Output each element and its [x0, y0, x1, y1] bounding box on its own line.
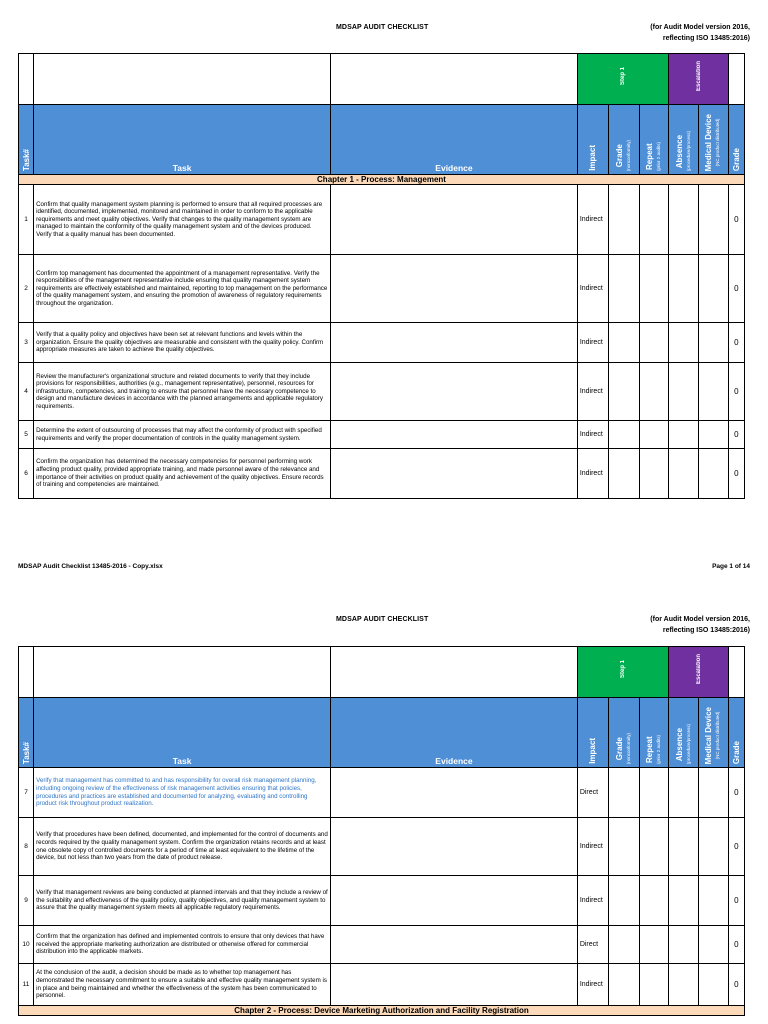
col-task: Task	[34, 105, 331, 175]
col-repeat: Repeat (prior 2 audits)	[640, 105, 669, 175]
column-header-row	[19, 698, 745, 768]
evidence-cell[interactable]	[331, 964, 578, 1006]
blank-cell	[34, 647, 331, 698]
evidence-cell[interactable]	[331, 185, 578, 255]
group-header-row	[19, 54, 745, 105]
table-row: 10 Confirm that the organization has defined and implemented controls to ensure that only devices that have received the appropriate marketing authorization are distributed or otherwise offered for commercial distribution into the applicable markets. Direct 0	[19, 926, 745, 964]
checklist-table	[18, 53, 745, 499]
evidence-cell[interactable]	[331, 768, 578, 818]
evidence-cell[interactable]	[331, 363, 578, 421]
checklist-table	[18, 646, 745, 1016]
evidence-cell[interactable]	[331, 421, 578, 449]
col-evidence: Evidence	[331, 105, 578, 175]
blank-cell	[331, 54, 578, 105]
table-row: 7 Verify that management has committed to and has responsibility for overall risk management planning, including ongoing review of the effectiveness of risk management activities ensuring that policies, procedures and practices are established and documented for analyzing, evaluating and controlling product risk throughout product realization. Direct 0	[19, 768, 745, 818]
chapter-row	[19, 1006, 745, 1016]
group-header-row	[19, 647, 745, 698]
table-row: 8 Verify that procedures have been defined, documented, and implemented for the control of documents and records required by the quality management system. Confirm the organization retains records and at least one obsolete copy of controlled documents for a period of time at least equivalent to the lifetime of the device, but not less than two years from the date of product release. Indirect 0	[19, 818, 745, 876]
version-line-2: reflecting ISO 13485:2016)	[662, 35, 750, 42]
table-row: 5 Determine the extent of outsourcing of processes that may affect the conformity of product with specified requirements and verify the proper documentation of controls in the quality management system. Indirect 0	[19, 421, 745, 449]
table-row: 4 Review the manufacturer's organizational structure and related documents to verify that they include provisions for responsibilities, authorities (e.g., management representative), personnel, resources for infrastructure, competencies, and training to ensure that personnel have the necessary competence to design and manufacture devices in accordance with the planned arrangements and applicable regulatory requirements. Indirect 0	[19, 363, 745, 421]
blank-cell	[331, 647, 578, 698]
col-medical-device: Medical Device (NC product distributed)	[698, 698, 728, 768]
table-row: 11 At the conclusion of the audit, a decision should be made as to whether top management has demonstrated the necessary commitment to ensure a suitable and effective quality management system is in place and being maintained and whether the effectiveness of the system has been communicated to personnel. Indirect 0	[19, 964, 745, 1006]
col-medical-device: Medical Device (NC product distributed)	[698, 105, 728, 175]
table-row: 3 Verify that a quality policy and objectives have been set at relevant functions and levels within the organization. Ensure the quality objectives are measurable and consistent with the quality policy. Confirm appropriate measures are taken to achieve the quality objectives. Indirect 0	[19, 323, 745, 363]
col-task: Task	[34, 698, 331, 768]
step-1-group: Step 1	[577, 647, 669, 698]
col-grade-final: Grade	[728, 105, 744, 175]
col-task-num: Task#	[19, 698, 34, 768]
col-task-num: Task#	[19, 105, 34, 175]
col-grade: Grade (nonconformity)	[609, 698, 640, 768]
col-absence: Absence (procedure/process)	[669, 105, 698, 175]
table-row: 6 Confirm the organization has determined the necessary competencies for personnel performing work affecting product quality, provided appropriate training, and made personnel aware of the relevance and importance of their activities on product quality and achievement of the quality objectives. Ensure records of training and competencies are maintained. Indirect 0	[19, 449, 745, 499]
step-1-group: Step 1	[577, 54, 669, 105]
col-repeat: Repeat (prior 2 audits)	[640, 698, 669, 768]
blank-cell	[19, 54, 34, 105]
doc-version	[650, 22, 750, 44]
evidence-cell[interactable]	[331, 926, 578, 964]
blank-cell	[728, 647, 744, 698]
evidence-cell[interactable]	[331, 323, 578, 363]
doc-version	[650, 614, 750, 636]
evidence-cell[interactable]	[331, 449, 578, 499]
table-row: 9 Verify that management reviews are being conducted at planned intervals and that they include a review of the suitability and effectiveness of the quality policy, quality objectives, and quality management system to assure that the quality management system meets all applicable regulatory requirements. Indirect 0	[19, 876, 745, 926]
col-evidence: Evidence	[331, 698, 578, 768]
col-impact: Impact	[577, 698, 608, 768]
escalation-group: Escalation	[669, 54, 728, 105]
col-grade-final: Grade	[728, 698, 744, 768]
col-impact: Impact	[577, 105, 608, 175]
doc-title: MDSAP AUDIT CHECKLIST	[336, 616, 429, 623]
version-line-1: (for Audit Model version 2016,	[650, 24, 750, 31]
col-grade: Grade (nonconformity)	[609, 105, 640, 175]
chapter-title: Chapter 2 - Process: Device Marketing Authorization and Facility Registration	[19, 1006, 745, 1016]
chapter-row	[19, 175, 745, 185]
evidence-cell[interactable]	[331, 818, 578, 876]
table-row: 1 Confirm that quality management system planning is performed to ensure that all required processes are identified, documented, implemented, monitored and maintained in order to conform to the applicable requirements and meet quality objectives. Verify that changes to the quality management system are managed to maintain the conformity of the quality management system and of the devices produced. Verify that a quality manual has been documented. Indirect 0	[19, 185, 745, 255]
table-row: 2 Confirm top management has documented the appointment of a management representative. Verify the responsibilities of the management representative include ensuring that quality management system requirements are effectively established and maintained, reporting to top management on the performance of the quality management system, and ensuring the promotion of awareness of regulatory requirements throughout the organization. Indirect 0	[19, 255, 745, 323]
blank-cell	[19, 647, 34, 698]
footer-filename: MDSAP Audit Checklist 13485-2016 - Copy.xlsx	[18, 563, 163, 570]
doc-title: MDSAP AUDIT CHECKLIST	[336, 24, 429, 31]
escalation-group: Escalation	[669, 647, 728, 698]
chapter-title: Chapter 1 - Process: Management	[19, 175, 745, 185]
blank-cell	[728, 54, 744, 105]
evidence-cell[interactable]	[331, 255, 578, 323]
version-line-2: reflecting ISO 13485:2016)	[662, 627, 750, 634]
blank-cell	[34, 54, 331, 105]
col-absence: Absence (procedure/process)	[669, 698, 698, 768]
column-header-row	[19, 105, 745, 175]
version-line-1: (for Audit Model version 2016,	[650, 616, 750, 623]
evidence-cell[interactable]	[331, 876, 578, 926]
page-2	[0, 592, 768, 1024]
footer-page-number: Page 1 of 14	[712, 563, 750, 570]
